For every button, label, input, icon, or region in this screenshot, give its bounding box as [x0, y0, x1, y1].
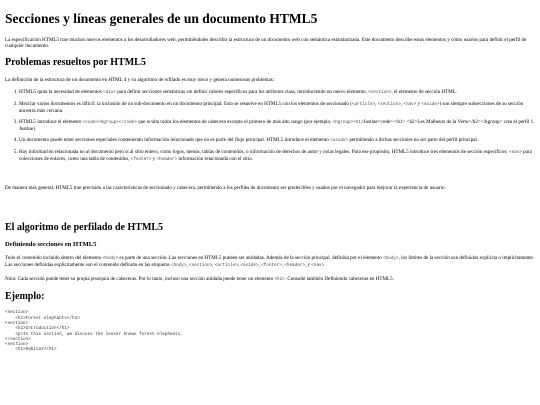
inline-code: <header> — [156, 156, 178, 162]
inline-code: <aside> — [330, 137, 349, 143]
inline-code: <aside> — [240, 263, 259, 269]
inline-code: <body> — [102, 255, 119, 261]
problems-lead: La definición de la estructura de un documento en HTML 4 y su algoritmo de erfilado es muy tosco y genera numerosos problemas: — [5, 76, 275, 83]
inline-code: <code><hgroup></code> — [82, 119, 137, 125]
list-item: 4. Un documento puede tener secciones especiales conteniendo información relacionado que no es parte del flujo principal. HTML5 introduce el elemento <aside> permitiendo a dichas secciones no ser parte del perfil principal. — [19, 137, 535, 144]
inline-code: <section> — [377, 101, 401, 107]
inline-code: <body> — [383, 255, 399, 261]
inline-code: <h1> — [274, 276, 285, 282]
code-example: <section> <h1>Forest elephants</h1> <section> <h1>Introduction</h1> <p>In this section, we discuss the lesser known forest elephants. </section> <section> <h1>Habitat</h1> — [5, 310, 183, 353]
inline-code: <article> — [214, 263, 238, 269]
inline-code: <hgroup><h1> — [332, 119, 364, 125]
inline-code: <aside> — [421, 101, 440, 107]
example-heading: Ejemplo: — [5, 290, 45, 302]
inline-code: <header> — [284, 263, 305, 269]
list-item: 5. Hay información relacionada no al documento pero sí al sitio entero, como logos, menús, tablas de contenidos, o información de derechos de autor y notas legales. Para ese propósito, HTML5 introduce tres elementos de sección específicos: <nav> para colecciones de enlaces, como una tabla de contenidos, <footer> y <header> información relacionada con el sitio. — [19, 149, 535, 164]
inline-code: <footer> — [130, 156, 152, 162]
list-item: 3. HTML5 introduce el elemento <code><hgroup></code> que oculta todos los elementos de cabecera excepto el primero de más alto rango (por ejemplo, <hgroup><h1>Justine<code></h1> <h2>Les Malheurs de la Vertu</h2></hgroup> crea el perfil 1. Justine). — [19, 119, 535, 133]
inline-code: <nav> — [403, 101, 417, 107]
inline-code: <section> — [368, 89, 392, 95]
sections-paragraph: Todo el contenido incluido dentro del elemento <body> es parte de una sección. Las secciones en HTML5 pueden ser anidadas. Además de la sección principal, definida por el elemento <body>, los límites de la sección son definidos explícita o implícitamente. Las secciones definidas explícitamente son el contenido definido en las etiquetas <body>, <section>, <article>, <aside>, <footer>, <header>, y <nav>. — [5, 254, 535, 269]
inline-code: <footer> — [261, 263, 282, 269]
intro-paragraph: La especificación HTML5 trae muchos nuevos elementos a los desarrolladores web, permitiéndoles describir la estructura de un documento web con semántica estandarizada. Este documento describe estos elementos y cómo usarlos para definir el perfil de cualquier documento. — [5, 36, 527, 49]
inline-code: <div> — [103, 89, 116, 95]
inline-code: <article> — [351, 101, 376, 107]
note-paragraph: Nota: Cada sección puede tener su propia jerarquía de cabeceras. Por lo tanto, incluso una sección anidada puede tener un elemento <h1>. Consulte también Definiendo cabeceras en HTML5. — [5, 275, 394, 282]
list-item: 1. HTML5 quita la necesidad de elementos <div> para definir secciones semánticas sin definir valores específicos para los atributos class, introduciendo un nuevo elemento, <section>, el elemento de sección HTML. — [19, 89, 535, 96]
closing-paragraph: De manera más general, HTML5 trae precisión a las características de seccionado y cabecera, permitiendo a los perfiles de documento ser predecibles y usados por el navegador para mejorar la experiencia de usuario. — [5, 185, 446, 192]
inline-code: <nav> — [509, 149, 522, 155]
algorithm-subheading: Definiendo secciones en HTML5 — [5, 241, 97, 249]
inline-code: <body> — [170, 263, 187, 269]
list-item: 2. Mezclar varios documentos es difícil: la inclusión de un sub-documento en un documento principal. Esto se resuelve en HTML5 con los elementos de seccionado (<article>, <section>, <nav> y <aside>) son siempre subsecciones de su sección ancestra más cercana. — [19, 101, 535, 115]
inline-code: <section> — [188, 263, 213, 269]
problems-list — [5, 89, 535, 163]
problems-heading: Problemas resueltos por HTML5 — [5, 57, 146, 69]
page-title: Secciones y líneas generales de un documento HTML5 — [5, 11, 318, 26]
algorithm-heading: El algoritmo de perfilado de HTML5 — [5, 221, 164, 233]
inline-code: <nav> — [311, 263, 325, 269]
